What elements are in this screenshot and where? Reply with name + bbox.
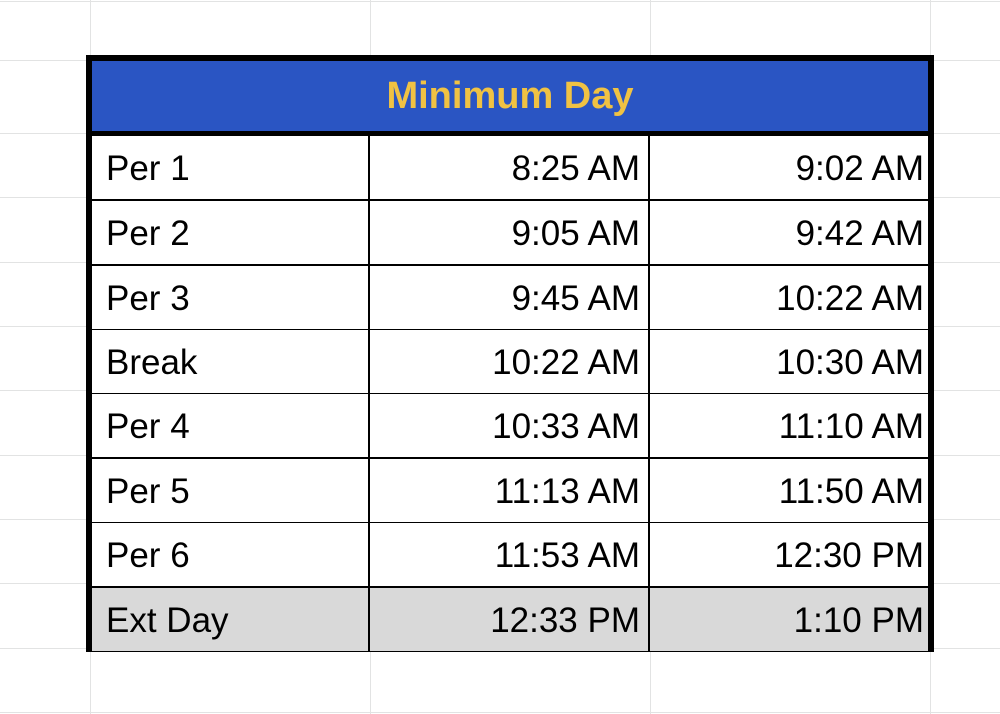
title-cell[interactable]: Minimum Day: [92, 61, 928, 131]
start-time-cell[interactable]: 11:53 AM: [370, 523, 650, 586]
period-label-cell[interactable]: Per 3: [92, 266, 370, 329]
end-time-cell[interactable]: 10:22 AM: [650, 266, 928, 329]
end-time-cell[interactable]: 12:30 PM: [650, 523, 928, 586]
period-label-cell[interactable]: Per 4: [92, 394, 370, 457]
table-row-highlighted: [92, 588, 928, 651]
table-row: [92, 201, 928, 264]
schedule-table: [86, 55, 934, 652]
start-time-cell[interactable]: 8:25 AM: [370, 136, 650, 199]
end-time-cell[interactable]: 9:42 AM: [650, 201, 928, 264]
table-row: [92, 136, 928, 199]
period-label-cell[interactable]: Ext Day: [92, 588, 370, 651]
start-time-cell[interactable]: 11:13 AM: [370, 459, 650, 522]
start-time-cell[interactable]: 9:45 AM: [370, 266, 650, 329]
end-time-cell[interactable]: 1:10 PM: [650, 588, 928, 651]
table-row: [92, 523, 928, 586]
end-time-cell[interactable]: 11:10 AM: [650, 394, 928, 457]
start-time-cell[interactable]: 9:05 AM: [370, 201, 650, 264]
start-time-cell[interactable]: 12:33 PM: [370, 588, 650, 651]
period-label-cell[interactable]: Per 1: [92, 136, 370, 199]
table-row: [92, 330, 928, 393]
period-label-cell[interactable]: Per 6: [92, 523, 370, 586]
start-time-cell[interactable]: 10:22 AM: [370, 330, 650, 393]
start-time-cell[interactable]: 10:33 AM: [370, 394, 650, 457]
table-row: [92, 459, 928, 522]
table-row: [92, 394, 928, 457]
grid-row-line: [0, 1, 1000, 2]
end-time-cell[interactable]: 11:50 AM: [650, 459, 928, 522]
period-label-cell[interactable]: Break: [92, 330, 370, 393]
period-label-cell[interactable]: Per 5: [92, 459, 370, 522]
grid-row-line: [0, 712, 1000, 713]
end-time-cell[interactable]: 9:02 AM: [650, 136, 928, 199]
end-time-cell[interactable]: 10:30 AM: [650, 330, 928, 393]
table-row: [92, 266, 928, 329]
period-label-cell[interactable]: Per 2: [92, 201, 370, 264]
